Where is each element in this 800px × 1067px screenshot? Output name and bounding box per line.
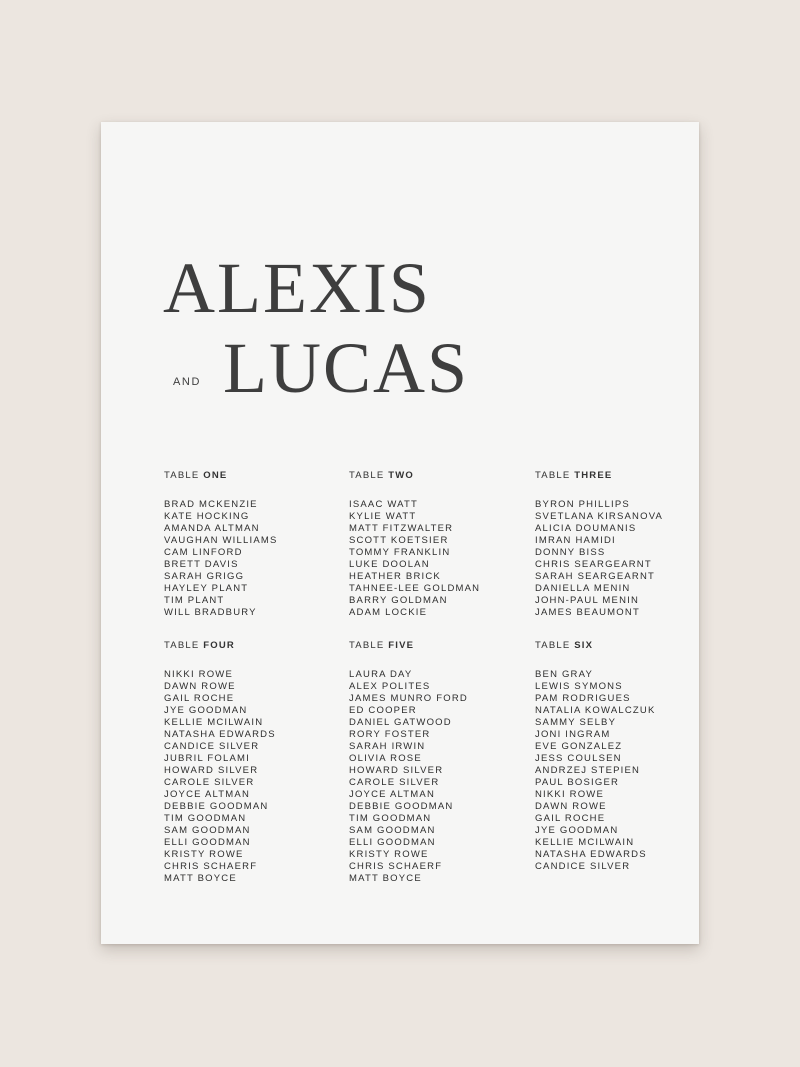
guest-name: GAIL ROCHE — [164, 693, 235, 704]
guest-name: EVE GONZALEZ — [535, 741, 623, 752]
guest-name: JONI INGRAM — [535, 729, 611, 740]
guest-name: DANIELLA MENIN — [535, 583, 631, 594]
guest-name: SAM GOODMAN — [164, 825, 251, 836]
table-label: TABLE — [535, 640, 571, 651]
guest-name: ED COOPER — [349, 705, 417, 716]
guest-name: CANDICE SILVER — [164, 741, 260, 752]
guest-name: ALEX POLITES — [349, 681, 431, 692]
guest-list — [164, 499, 344, 619]
guest-list — [164, 669, 344, 885]
table-one — [164, 470, 344, 619]
guest-name: NATALIA KOWALCZUK — [535, 705, 656, 716]
couple-connector: AND — [173, 376, 202, 388]
guest-name: HOWARD SILVER — [164, 765, 259, 776]
table-label: TABLE — [164, 470, 200, 481]
guest-name: JOHN-PAUL MENIN — [535, 595, 640, 606]
guest-name: HEATHER BRICK — [349, 571, 441, 582]
table-label: TABLE — [164, 640, 200, 651]
guest-name: JUBRIL FOLAMI — [164, 753, 250, 764]
guest-name: MATT FITZWALTER — [349, 523, 454, 534]
guest-name: CAROLE SILVER — [349, 777, 440, 788]
guest-name: SARAH SEARGEARNT — [535, 571, 656, 582]
guest-name: LAURA DAY — [349, 669, 413, 680]
guest-name: OLIVIA ROSE — [349, 753, 422, 764]
seating-chart-card — [101, 122, 699, 944]
guest-name: IMRAN HAMIDI — [535, 535, 616, 546]
table-number: TWO — [388, 470, 414, 481]
guest-name: RORY FOSTER — [349, 729, 431, 740]
guest-name: MATT BOYCE — [349, 873, 422, 884]
guest-name: ADAM LOCKIE — [349, 607, 428, 618]
guest-name: SAM GOODMAN — [349, 825, 436, 836]
guest-name: LUKE DOOLAN — [349, 559, 430, 570]
guest-list — [535, 499, 715, 619]
table-heading — [535, 640, 715, 652]
guest-name: HOWARD SILVER — [349, 765, 444, 776]
guest-name: CANDICE SILVER — [535, 861, 631, 872]
guest-name: PAUL BOSIGER — [535, 777, 620, 788]
table-two — [349, 470, 529, 619]
guest-name: TIM GOODMAN — [349, 813, 432, 824]
guest-name: MATT BOYCE — [164, 873, 237, 884]
table-number: FOUR — [203, 640, 235, 651]
guest-list — [349, 499, 529, 619]
couple-first-name: ALEXIS — [163, 248, 431, 328]
guest-name: KRISTY ROWE — [349, 849, 429, 860]
guest-name: AMANDA ALTMAN — [164, 523, 260, 534]
guest-name: NIKKI ROWE — [164, 669, 234, 680]
guest-name: ISAAC WATT — [349, 499, 418, 510]
guest-list — [535, 669, 715, 873]
guest-name: HAYLEY PLANT — [164, 583, 249, 594]
table-four — [164, 640, 344, 885]
guest-name: CAM LINFORD — [164, 547, 243, 558]
table-six — [535, 640, 715, 873]
guest-name: SARAH GRIGG — [164, 571, 245, 582]
table-label: TABLE — [535, 470, 571, 481]
table-number: THREE — [574, 470, 613, 481]
guest-list — [349, 669, 529, 885]
guest-name: NIKKI ROWE — [535, 789, 605, 800]
guest-name: ALICIA DOUMANIS — [535, 523, 637, 534]
guest-name: SVETLANA KIRSANOVA — [535, 511, 664, 522]
guest-name: JAMES MUNRO FORD — [349, 693, 468, 704]
table-heading — [349, 640, 529, 652]
guest-name: SCOTT KOETSIER — [349, 535, 449, 546]
guest-name: DEBBIE GOODMAN — [349, 801, 454, 812]
guest-name: BYRON PHILLIPS — [535, 499, 630, 510]
guest-name: KYLIE WATT — [349, 511, 417, 522]
guest-name: TIM GOODMAN — [164, 813, 247, 824]
guest-name: TOMMY FRANKLIN — [349, 547, 451, 558]
guest-name: PAM RODRIGUES — [535, 693, 631, 704]
table-three — [535, 470, 715, 619]
guest-name: DAWN ROWE — [535, 801, 607, 812]
guest-name: TAHNEE-LEE GOLDMAN — [349, 583, 481, 594]
guest-name: TIM PLANT — [164, 595, 225, 606]
guest-name: BRAD MCKENZIE — [164, 499, 258, 510]
table-number: SIX — [574, 640, 594, 651]
guest-name: ELLI GOODMAN — [349, 837, 436, 848]
guest-name: KRISTY ROWE — [164, 849, 244, 860]
guest-name: CHRIS SCHAERF — [164, 861, 258, 872]
guest-name: DONNY BISS — [535, 547, 606, 558]
guest-name: GAIL ROCHE — [535, 813, 606, 824]
guest-name: CHRIS SCHAERF — [349, 861, 443, 872]
guest-name: CHRIS SEARGEARNT — [535, 559, 652, 570]
table-heading — [349, 470, 529, 482]
guest-name: JYE GOODMAN — [164, 705, 248, 716]
guest-name: JYE GOODMAN — [535, 825, 619, 836]
guest-name: DEBBIE GOODMAN — [164, 801, 269, 812]
guest-name: NATASHA EDWARDS — [535, 849, 647, 860]
table-heading — [164, 640, 344, 652]
guest-name: CAROLE SILVER — [164, 777, 255, 788]
guest-name: KATE HOCKING — [164, 511, 250, 522]
table-number: FIVE — [388, 640, 415, 651]
guest-name: BEN GRAY — [535, 669, 593, 680]
guest-name: DANIEL GATWOOD — [349, 717, 452, 728]
table-number: ONE — [203, 470, 228, 481]
guest-name: JOYCE ALTMAN — [349, 789, 436, 800]
guest-name: LEWIS SYMONS — [535, 681, 623, 692]
guest-name: SARAH IRWIN — [349, 741, 426, 752]
couple-second-name: LUCAS — [223, 328, 470, 408]
guest-name: BARRY GOLDMAN — [349, 595, 448, 606]
guest-name: BRETT DAVIS — [164, 559, 239, 570]
guest-name: JOYCE ALTMAN — [164, 789, 251, 800]
table-label: TABLE — [349, 470, 385, 481]
table-label: TABLE — [349, 640, 385, 651]
guest-name: JAMES BEAUMONT — [535, 607, 640, 618]
table-five — [349, 640, 529, 885]
guest-name: KELLIE MCILWAIN — [535, 837, 635, 848]
table-heading — [535, 470, 715, 482]
guest-name: ANDRZEJ STEPIEN — [535, 765, 641, 776]
guest-name: JESS COULSEN — [535, 753, 622, 764]
guest-name: ELLI GOODMAN — [164, 837, 251, 848]
guest-name: DAWN ROWE — [164, 681, 236, 692]
guest-name: KELLIE MCILWAIN — [164, 717, 264, 728]
table-heading — [164, 470, 344, 482]
guest-name: VAUGHAN WILLIAMS — [164, 535, 278, 546]
guest-name: SAMMY SELBY — [535, 717, 617, 728]
guest-name: WILL BRADBURY — [164, 607, 257, 618]
guest-name: NATASHA EDWARDS — [164, 729, 276, 740]
